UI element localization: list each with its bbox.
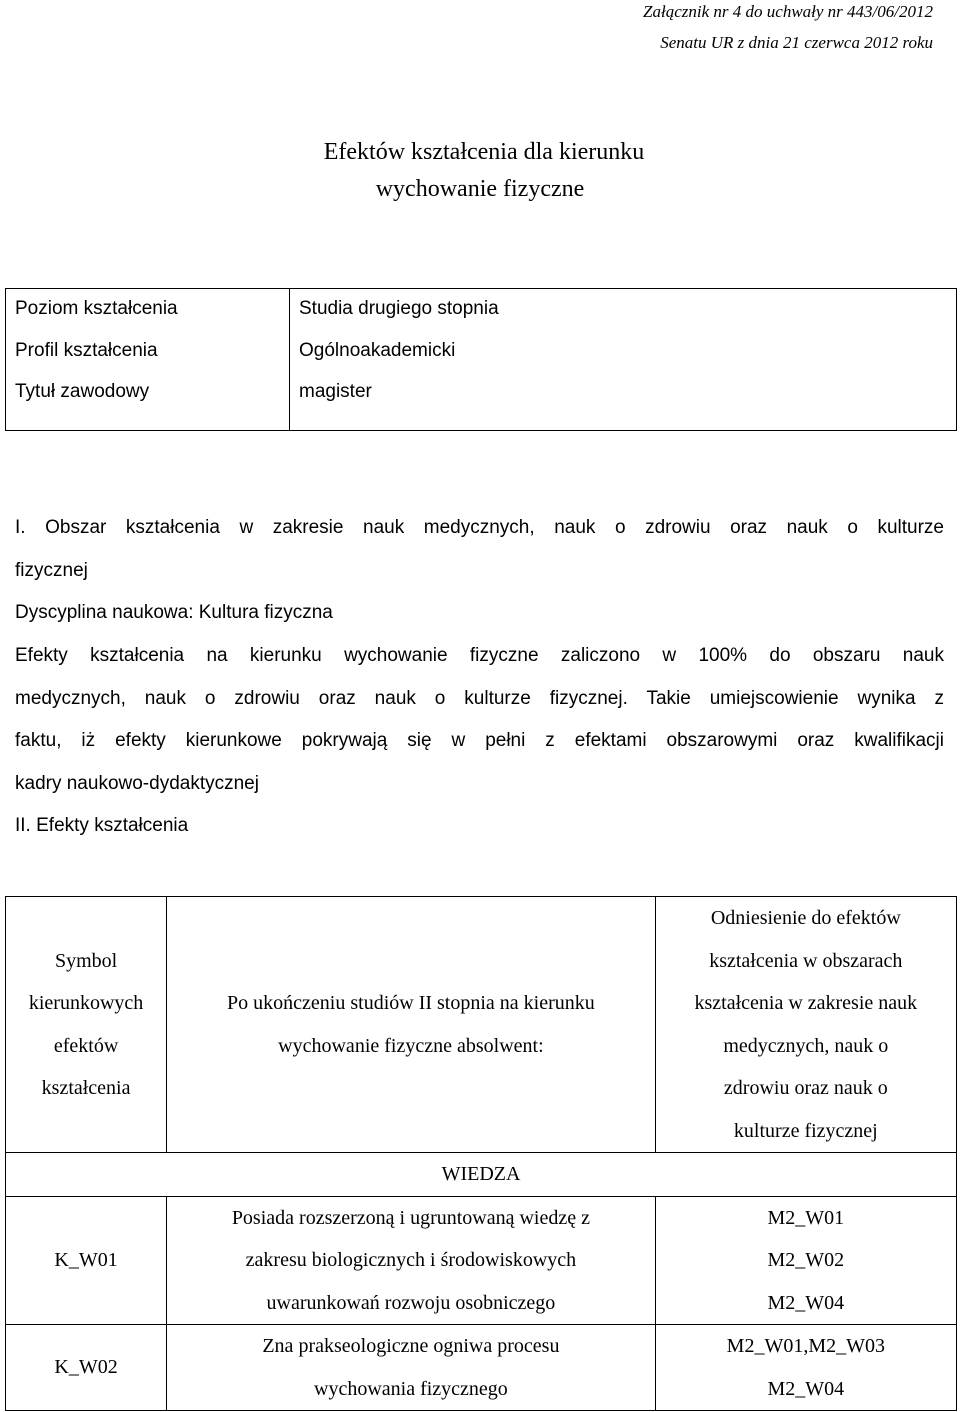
effect-reference-code: M2_W01: [767, 1206, 845, 1229]
section1-body-line: medycznych, nauk o zdrowiu oraz nauk o kulturze fizycznej. Takie umiejscowienie wynika z: [15, 688, 944, 709]
effect-reference: [655, 1325, 956, 1411]
header-text: efektów: [53, 1034, 119, 1057]
effect-description: [167, 1325, 656, 1411]
section1-body-line: Efekty kształcenia na kierunku wychowanie fizyczne zaliczono w 100% do obszaru nauk: [15, 645, 944, 666]
document-title-line1: Efektów kształcenia dla kierunku: [323, 139, 645, 165]
document-title-line2: wychowanie fizyczne: [375, 176, 585, 202]
info-row-profile: [6, 329, 957, 373]
effect-reference-code: M2_W04: [767, 1377, 845, 1400]
effect-description: [167, 1196, 656, 1325]
table-row: [6, 1196, 957, 1325]
info-row-title: [6, 373, 957, 431]
header-text: wychowanie fizyczne absolwent:: [278, 1034, 544, 1057]
effect-symbol: K_W01: [6, 1196, 167, 1325]
attachment-note-line2: Senatu UR z dnia 21 czerwca 2012 roku: [660, 33, 933, 52]
discipline-line: Dyscyplina naukowa: Kultura fizyczna: [15, 602, 333, 623]
program-info-table: [5, 288, 957, 431]
effect-description-line: zakresu biologicznych i środowiskowych: [245, 1249, 577, 1271]
info-value: Ogólnoakademicki: [290, 329, 957, 373]
info-label: Profil kształcenia: [6, 329, 290, 373]
learning-effects-table: [5, 896, 957, 1411]
info-label: Tytuł zawodowy: [6, 373, 290, 431]
effect-description-line: wychowania fizycznego: [314, 1377, 508, 1400]
table-row: [6, 1325, 957, 1411]
header-text: kształcenia w zakresie nauk: [694, 992, 918, 1014]
section1-heading-line1: I. Obszar kształcenia w zakresie nauk medycznych, nauk o zdrowiu oraz nauk o kulturze: [15, 517, 944, 538]
effect-reference-code: M2_W04: [767, 1291, 845, 1314]
effect-description-line: Zna prakseologiczne ogniwa procesu: [262, 1335, 560, 1357]
effect-symbol: K_W02: [6, 1325, 167, 1411]
header-symbol: [6, 897, 167, 1153]
section-label-wiedza: WIEDZA: [6, 1153, 957, 1197]
header-text: kierunkowych: [28, 992, 144, 1014]
info-value: magister: [290, 373, 957, 431]
effect-reference: [655, 1196, 956, 1325]
attachment-note-line1: Załącznik nr 4 do uchwały nr 443/06/2012: [643, 2, 933, 21]
header-text: kształcenia w obszarach: [709, 949, 903, 972]
info-label: Poziom kształcenia: [6, 289, 290, 329]
section-row-knowledge: [6, 1153, 957, 1197]
section1-heading-line2: fizycznej: [15, 560, 88, 581]
info-row-level: [6, 289, 957, 329]
effect-description-line: Posiada rozszerzoną i ugruntowaną wiedzę z: [231, 1206, 590, 1229]
section1-body-line: faktu, iż efekty kierunkowe pokrywają się w pełni z efektami obszarowymi oraz kwalifikacji: [15, 730, 944, 751]
effects-header-row: [6, 897, 957, 1153]
effect-reference-code: M2_W02: [767, 1249, 845, 1271]
header-text: medycznych, nauk o: [723, 1034, 889, 1057]
header-text: kulturze fizycznej: [733, 1119, 878, 1142]
header-text: zdrowiu oraz nauk o: [723, 1077, 888, 1099]
effect-description-line: uwarunkowań rozwoju osobniczego: [266, 1291, 556, 1314]
header-text: kształcenia: [41, 1077, 131, 1099]
header-text: Po ukończeniu studiów II stopnia na kierunku: [227, 992, 595, 1014]
header-text: Symbol: [54, 949, 118, 972]
section2-heading: II. Efekty kształcenia: [15, 815, 189, 836]
header-reference: [655, 897, 956, 1153]
effect-reference-code: M2_W01,M2_W03: [726, 1335, 885, 1357]
section1-body-line: kadry naukowo-dydaktycznej: [15, 773, 259, 794]
header-description: [167, 897, 656, 1153]
info-value: Studia drugiego stopnia: [290, 289, 957, 329]
header-text: Odniesienie do efektów: [710, 907, 901, 929]
